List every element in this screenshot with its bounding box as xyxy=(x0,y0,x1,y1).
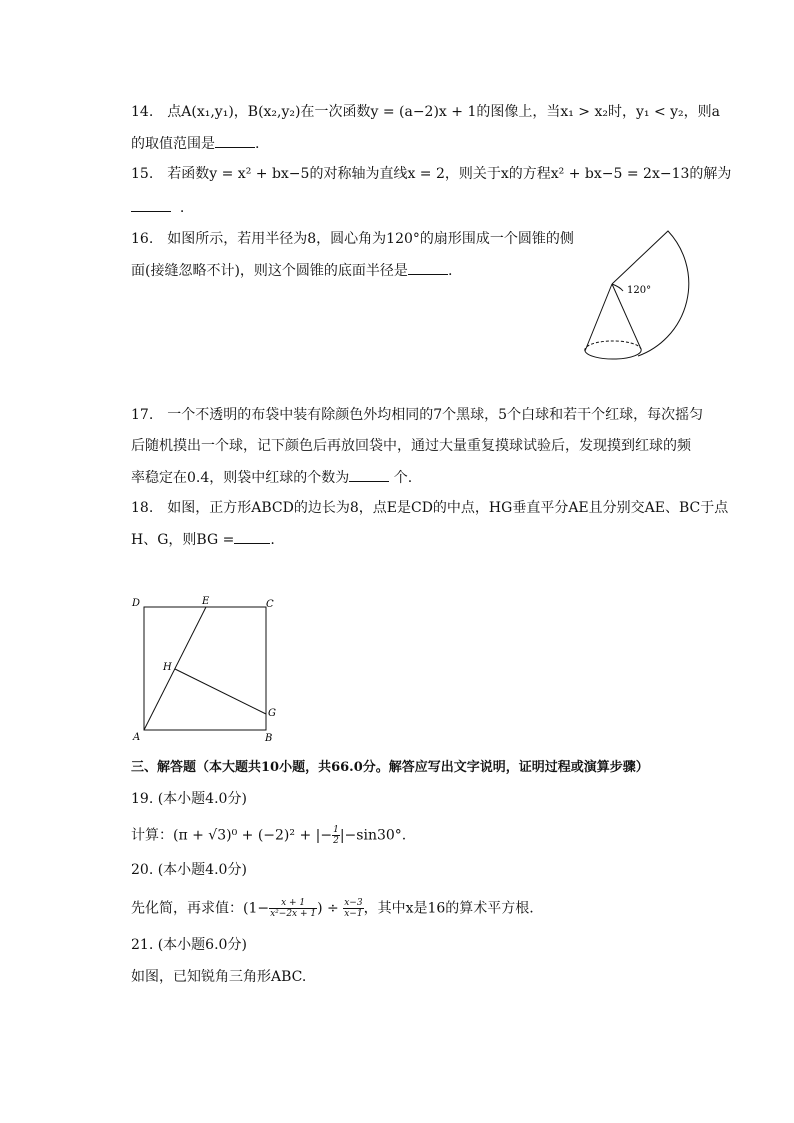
q19-head: 19. (本小题4.0分) xyxy=(131,791,247,807)
q20-head: 20. (本小题4.0分) xyxy=(131,862,247,878)
q17-number: 17. xyxy=(131,407,154,423)
q18-period: . xyxy=(270,532,275,548)
label-e: E xyxy=(202,596,210,607)
q21-head: 21. (本小题6.0分) xyxy=(131,937,247,953)
q19-fraction xyxy=(332,825,340,846)
q20-frac2-numerator: x−3 xyxy=(344,898,363,908)
cone-base-front xyxy=(585,349,641,359)
q15-period: . xyxy=(179,200,185,216)
q17-answer-blank[interactable] xyxy=(349,467,389,482)
q20-expression xyxy=(131,898,534,919)
segment-ae xyxy=(144,607,206,730)
q17-text-line1: 一个不透明的布袋中装有除颜色外均相同的7个黑球，5个白球和若干个红球，每次摇匀 xyxy=(167,407,704,423)
q16-number: 16. xyxy=(131,231,154,247)
q19-expression xyxy=(131,825,406,846)
q16-line2 xyxy=(131,260,452,281)
label-b: B xyxy=(265,733,273,744)
q16-text-line2: 面(接缝忽略不计)，则这个圆锥的底面半径是 xyxy=(131,263,408,279)
q14-number: 14. xyxy=(131,104,154,120)
q17-line2 xyxy=(131,436,691,456)
label-a: A xyxy=(133,732,141,743)
label-g: G xyxy=(268,708,276,719)
q19-frac-denominator: 2 xyxy=(333,836,339,846)
q14-answer-blank[interactable] xyxy=(215,133,255,148)
q17-line3 xyxy=(131,467,412,488)
q20-expr-post: ，其中x是16的算术平方根. xyxy=(363,900,534,917)
q19-expr-post: |−sin30°. xyxy=(339,827,407,844)
q20-fraction-2 xyxy=(343,898,363,919)
q21-text: 如图，已知锐角三角形ABC. xyxy=(131,969,307,985)
q15-text-line1: 若函数y = x² + bx−5的对称轴为直线x = 2，则关于x的方程x² + bx−5 = 2x−13的解为 xyxy=(167,166,732,182)
q18-text-line2: H、G，则BG = xyxy=(131,532,235,548)
segment-hg xyxy=(175,669,266,714)
q18-line1 xyxy=(131,498,728,518)
q20-frac2-denominator: x−1 xyxy=(344,909,363,919)
q20-expr-pre: 先化简，再求值：(1− xyxy=(131,900,270,917)
q18-text-line1: 如图，正方形ABCD的边长为8，点E是CD的中点，HG垂直平分AE且分别交AE、BC于点 xyxy=(167,500,729,516)
q18-line2 xyxy=(131,529,275,550)
q14-text-line1: 点A(x₁,y₁)，B(x₂,y₂)在一次函数y = (a−2)x + 1的图像上，当x₁ > x₂时，y₁ < y₂，则a xyxy=(167,104,721,120)
q20-fraction-1 xyxy=(269,898,317,919)
q15-answer-blank[interactable] xyxy=(131,197,171,212)
q14-line2 xyxy=(131,133,259,154)
q16-period: . xyxy=(447,263,453,279)
q17-text-line2: 后随机摸出一个球，记下颜色后再放回袋中，通过大量重复摸球试验后，发现摸到红球的频 xyxy=(131,438,691,454)
angle-label: 120° xyxy=(627,285,652,296)
q18-answer-blank[interactable] xyxy=(234,529,270,544)
q15-line2 xyxy=(131,197,184,218)
label-h: H xyxy=(163,662,172,673)
q17-unit: 个. xyxy=(393,470,413,486)
q17-line1 xyxy=(131,405,703,425)
q16-text-line1: 如图所示，若用半径为8，圆心角为120°的扇形围成一个圆锥的侧 xyxy=(167,231,574,247)
q20-expr-mid: ) ÷ xyxy=(317,900,339,917)
q20-frac1-numerator: x + 1 xyxy=(269,898,317,909)
q14-line1 xyxy=(131,102,720,122)
q14-period: . xyxy=(255,136,260,152)
label-c: C xyxy=(266,599,274,610)
q18-number: 18. xyxy=(131,500,154,516)
section3-title: 三、解答题（本大题共10小题，共66.0分。解答应写出文字说明，证明过程或演算步骤） xyxy=(131,760,649,775)
q16-line1 xyxy=(131,229,574,249)
q19-frac-numerator: 1 xyxy=(333,825,339,835)
q18-square-figure xyxy=(125,590,285,750)
q16-answer-blank[interactable] xyxy=(408,260,448,275)
label-d: D xyxy=(132,598,141,609)
q20-frac1-denominator: x²−2x + 1 xyxy=(270,909,317,919)
q15-line1 xyxy=(131,164,731,184)
cone-base-back xyxy=(585,341,641,351)
q17-text-line3: 率稳定在0.4，则袋中红球的个数为 xyxy=(131,470,350,486)
q14-text-line2: 的取值范围是 xyxy=(131,136,215,152)
q15-number: 15. xyxy=(131,166,154,182)
q16-cone-figure xyxy=(575,225,695,370)
q19-expr-pre: 计算：(π + √3)⁰ + (−2)² + |− xyxy=(131,827,333,844)
